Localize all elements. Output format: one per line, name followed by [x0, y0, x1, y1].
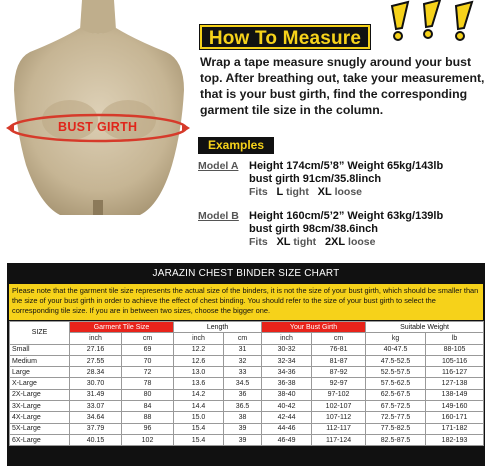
table-cell: 182-193: [426, 434, 484, 445]
size-name-cell: 3X-Large: [10, 401, 70, 412]
table-cell: 80: [122, 389, 174, 400]
table-cell: 31.49: [70, 389, 122, 400]
size-chart-title: JARAZIN CHEST BINDER SIZE CHART: [152, 268, 340, 279]
table-cell: 14.4: [174, 401, 224, 412]
bust-girth-label: BUST GIRTH: [58, 120, 138, 134]
table-row: [10, 434, 484, 445]
table-cell: 34.64: [70, 412, 122, 423]
size-name-cell: 6X-Large: [10, 434, 70, 445]
table-cell: 127-138: [426, 378, 484, 389]
table-cell: 52.5-57.5: [366, 367, 426, 378]
unit-header: lb: [426, 333, 484, 344]
header-weight: Suitable Weight: [366, 322, 484, 333]
table-cell: 38: [224, 412, 262, 423]
table-cell: 102-107: [312, 401, 366, 412]
unit-header: cm: [122, 333, 174, 344]
model-a-fits-label: Fits: [249, 186, 268, 198]
mannequin-illustration: [0, 0, 196, 215]
table-cell: 39: [224, 434, 262, 445]
table-cell: 40.15: [70, 434, 122, 445]
table-cell: 37.79: [70, 423, 122, 434]
table-row: [10, 378, 484, 389]
size-name-cell: Small: [10, 344, 70, 355]
table-cell: 84: [122, 401, 174, 412]
table-cell: 33: [224, 367, 262, 378]
unit-header: inch: [262, 333, 312, 344]
table-cell: 42-44: [262, 412, 312, 423]
size-name-cell: X-Large: [10, 378, 70, 389]
table-cell: 67.5-72.5: [366, 401, 426, 412]
table-cell: 27.55: [70, 355, 122, 366]
table-cell: 116-127: [426, 367, 484, 378]
table-row: [10, 355, 484, 366]
table-cell: 88: [122, 412, 174, 423]
table-cell: 12.6: [174, 355, 224, 366]
model-a-example: [198, 160, 488, 199]
table-cell: 82.5-87.5: [366, 434, 426, 445]
model-a-loose-word: loose: [334, 186, 363, 198]
table-cell: 81-87: [312, 355, 366, 366]
model-b-tight-word: tight: [293, 236, 317, 248]
how-to-measure-heading: How To Measure: [200, 25, 370, 49]
table-cell: 34-36: [262, 367, 312, 378]
table-cell: 46-49: [262, 434, 312, 445]
table-cell: 102: [122, 434, 174, 445]
model-b-label: Model B: [198, 210, 239, 222]
table-cell: 57.5-62.5: [366, 378, 426, 389]
table-cell: 36: [224, 389, 262, 400]
table-cell: 76-81: [312, 344, 366, 355]
unit-header: inch: [174, 333, 224, 344]
header-tile-size: Garment Tile Size: [70, 322, 174, 333]
model-a-label: Model A: [198, 160, 239, 172]
table-cell: 36-38: [262, 378, 312, 389]
table-cell: 40-42: [262, 401, 312, 412]
measure-instructions: Wrap a tape measure snugly around your bust top. After breathing out, take your measurement, that is your bust girth, find the corresponding garment tile size in the column.: [200, 55, 485, 117]
table-cell: 72: [122, 367, 174, 378]
examples-heading: Examples: [198, 137, 274, 154]
table-cell: 78: [122, 378, 174, 389]
table-cell: 117-124: [312, 434, 366, 445]
table-cell: 13.0: [174, 367, 224, 378]
table-cell: 149-160: [426, 401, 484, 412]
unit-header: kg: [366, 333, 426, 344]
table-cell: 36.5: [224, 401, 262, 412]
size-name-cell: 5X-Large: [10, 423, 70, 434]
table-cell: 96: [122, 423, 174, 434]
table-cell: 14.2: [174, 389, 224, 400]
exclamation-marks-icon: [386, 0, 486, 42]
table-cell: 15.4: [174, 434, 224, 445]
size-chart: [7, 263, 485, 466]
table-row: [10, 401, 484, 412]
table-row: [10, 344, 484, 355]
model-b-loose-size: 2XL: [324, 236, 346, 248]
table-cell: 160-171: [426, 412, 484, 423]
table-cell: 32: [224, 355, 262, 366]
table-row: [10, 423, 484, 434]
table-cell: 92-97: [312, 378, 366, 389]
size-table: [9, 321, 484, 446]
table-cell: 107-112: [312, 412, 366, 423]
table-cell: 105-116: [426, 355, 484, 366]
header-length: Length: [174, 322, 262, 333]
table-cell: 69: [122, 344, 174, 355]
table-cell: 77.5-82.5: [366, 423, 426, 434]
table-cell: 112-117: [312, 423, 366, 434]
table-cell: 13.6: [174, 378, 224, 389]
unit-header: cm: [224, 333, 262, 344]
table-cell: 72.5-77.5: [366, 412, 426, 423]
model-b-tight-size: XL: [276, 236, 291, 248]
model-a-tight-word: tight: [286, 186, 309, 198]
model-b-fits-label: Fits: [249, 236, 268, 248]
table-row: [10, 389, 484, 400]
size-chart-notice: Please note that the garment tile size represents the actual size of the binders, it is not the size of your bust girth, which should be smaller than the size of your bust girth in order to achieve the effect of chest binding. You should refer to the size of your bust girth to select the corresponding tile size. If you are in between two sizes, choose the bigger one.: [9, 284, 483, 320]
model-a-bust: bust girth 91cm/35.8linch: [249, 173, 382, 185]
table-cell: 62.5-67.5: [366, 389, 426, 400]
header-bust-girth: Your Bust Girth: [262, 322, 366, 333]
size-name-cell: 2X-Large: [10, 389, 70, 400]
size-name-cell: 4X-Large: [10, 412, 70, 423]
size-name-cell: Large: [10, 367, 70, 378]
unit-header: inch: [70, 333, 122, 344]
table-cell: 40-47.5: [366, 344, 426, 355]
table-row: [10, 367, 484, 378]
table-cell: 15.0: [174, 412, 224, 423]
table-cell: 30.70: [70, 378, 122, 389]
table-cell: 97-102: [312, 389, 366, 400]
model-a-stats: Height 174cm/5’8” Weight 65kg/143lb: [249, 160, 444, 172]
header-size: SIZE: [10, 322, 70, 345]
table-cell: 39: [224, 423, 262, 434]
table-cell: 47.5-52.5: [366, 355, 426, 366]
size-name-cell: Medium: [10, 355, 70, 366]
table-cell: 88-105: [426, 344, 484, 355]
table-cell: 138-149: [426, 389, 484, 400]
table-cell: 27.16: [70, 344, 122, 355]
table-cell: 44-46: [262, 423, 312, 434]
table-cell: 30-32: [262, 344, 312, 355]
table-cell: 12.2: [174, 344, 224, 355]
table-cell: 171-182: [426, 423, 484, 434]
model-a-loose-size: XL: [317, 186, 332, 198]
table-cell: 15.4: [174, 423, 224, 434]
unit-header: cm: [312, 333, 366, 344]
model-b-example: [198, 210, 488, 249]
model-b-stats: Height 160cm/5’2” Weight 63kg/139lb: [249, 210, 444, 222]
table-cell: 33.07: [70, 401, 122, 412]
table-cell: 32-34: [262, 355, 312, 366]
table-cell: 31: [224, 344, 262, 355]
table-row: [10, 412, 484, 423]
table-cell: 38-40: [262, 389, 312, 400]
model-b-bust: bust girth 98cm/38.6inch: [249, 223, 378, 235]
table-cell: 34.5: [224, 378, 262, 389]
model-a-tight-size: L: [276, 186, 284, 198]
model-b-loose-word: loose: [348, 236, 376, 248]
table-cell: 70: [122, 355, 174, 366]
table-cell: 87-92: [312, 367, 366, 378]
table-cell: 28.34: [70, 367, 122, 378]
